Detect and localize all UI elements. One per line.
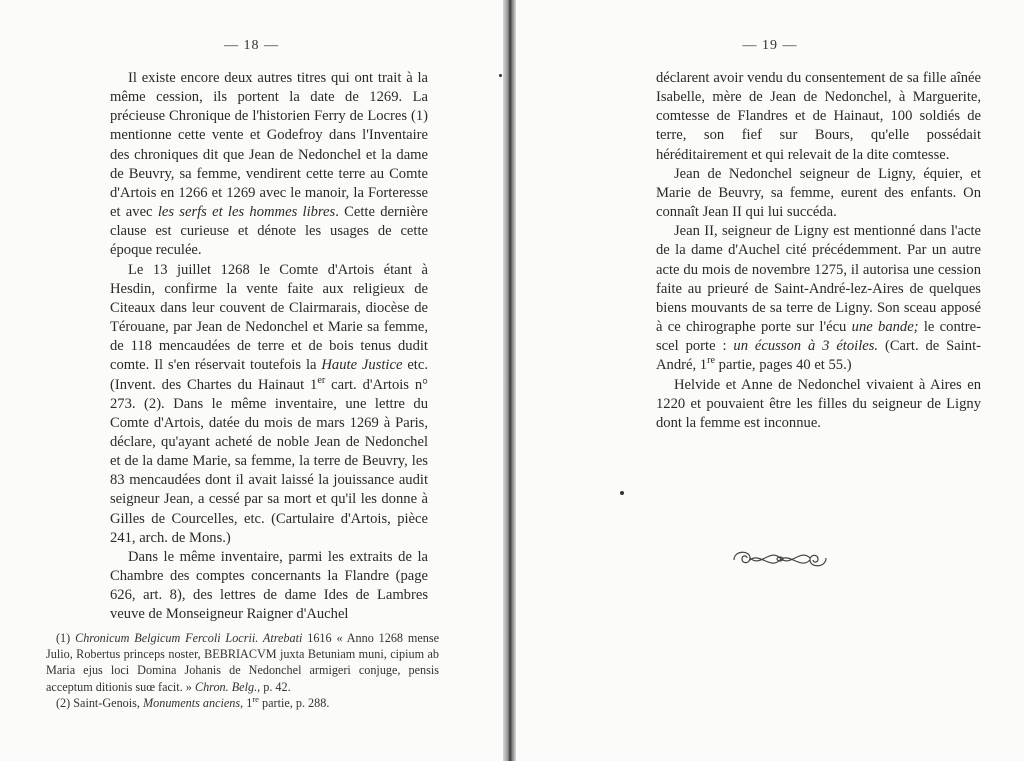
page-number-left: — 18 — xyxy=(224,38,279,53)
book-gutter xyxy=(503,0,516,761)
ink-speck xyxy=(499,74,502,77)
scroll-flourish-ornament-icon xyxy=(730,544,830,572)
left-page-body xyxy=(110,69,428,625)
paragraph: Il existe encore deux autres titres qui ont trait à la même cession, ils portent la date de 1269. La précieuse Chronique de l'historien Ferry de Locres (1) mentionne cette vente et Godefroy dans l'Inventaire des chroniques dit que Jean de Nedonchel et la dame de Beuvry, sa femme, vendirent cette terre au Comte d'Artois en 1266 et 1269 avec le manoir, la Forteresse et avec les serfs et les hommes libres. Cette dernière clause est curieuse et dénote les usages de cette époque reculée. xyxy=(110,70,429,259)
footnote-2: (2) Saint-Genois, Monuments anciens, 1re partie, p. 288. xyxy=(56,693,330,710)
left-page xyxy=(0,0,503,761)
paragraph: Helvide et Anne de Nedonchel vivaient à Aires en 1220 et pouvaient être les filles du seigneur de Ligny dont la femme est inconnue. xyxy=(656,376,981,431)
paragraph: Le 13 juillet 1268 le Comte d'Artois étant à Hesdin, confirme la vente faite aux religieux de Citeaux dans leur couvent de Clairmarais, diocèse de Térouane, par Jean de Nedonchel et Marie sa femme, de 118 mencaudées de terre et de bois tenus dudit comte. Il s'en réservait toutefois la Haute Justice etc. (Invent. des Chartes du Hainaut 1er cart. d'Artois n° 273. (2). Dans le même inventaire, une lettre du Comte d'Artois, datée du mois de mars 1269 à Paris, déclare, qu'ayant acheté de noble Jean de Nedonchel et de la dame Marie, sa femme, la terre de Beuvry, les 83 mencaudées dont il avait laissé la jouissance audit seigneur Jean, a cessé par sa mort et qu'il les donne à Gilles de Courcelles, etc. (Cartulaire d'Artois, pièce 241, arch. de Mons.) xyxy=(110,261,428,546)
paragraph: Jean II, seigneur de Ligny est mentionné dans l'acte de la dame d'Auchel cité précédemment. Par un autre acte du mois de novembre 1275, il autorisa une cession faite au prieuré de Saint-André-lez-Aires de quelques biens mouvants de sa terre de Ligny. Son sceau apposé à ce chirographe porte sur l'écu une bande; le contre-scel porte : un écusson à 3 étoiles. (Cart. de Saint-André, 1re partie, pages 40 et 55.) xyxy=(656,223,981,374)
footnotes xyxy=(46,630,439,711)
right-page-body xyxy=(656,69,981,433)
paragraph: Jean de Nedonchel seigneur de Ligny, équier, et Marie de Beuvry, sa femme, eurent des enfants. On connaît Jean II qui lui succéda. xyxy=(656,165,981,221)
right-page xyxy=(516,0,1024,761)
page-number-right: — 19 — xyxy=(742,38,798,53)
paragraph: Dans le même inventaire, parmi les extraits de la Chambre des comptes concernants la Flandre (page 626, art. 8), des lettres de dame Ides de Lambres veuve de Monseigneur Raigner d'Auchel xyxy=(110,548,428,623)
ink-speck xyxy=(620,491,624,495)
paragraph: déclarent avoir vendu du consentement de sa fille aînée Isabelle, mère de Jean de Nedonchel, à Marguerite, comtesse de Flandres et de Hainaut, 100 soldiés de terre, son fief sur Bours, qu'elle possédait héréditairement et qui relevait de la dite comtesse. xyxy=(656,70,981,163)
footnote-1: (1) Chronicum Belgicum Fercoli Locrii. Atrebati 1616 « Anno 1268 mense Julio, Robertus princeps noster, BEBRIACVM juxta Betuniam muni, cipium ab Maria ejus loci Domina Johanis de Nedonchel armigeri conjuge, pensis acceptum ditionis suœ facit. » Chron. Belg., p. 42. xyxy=(46,631,439,694)
